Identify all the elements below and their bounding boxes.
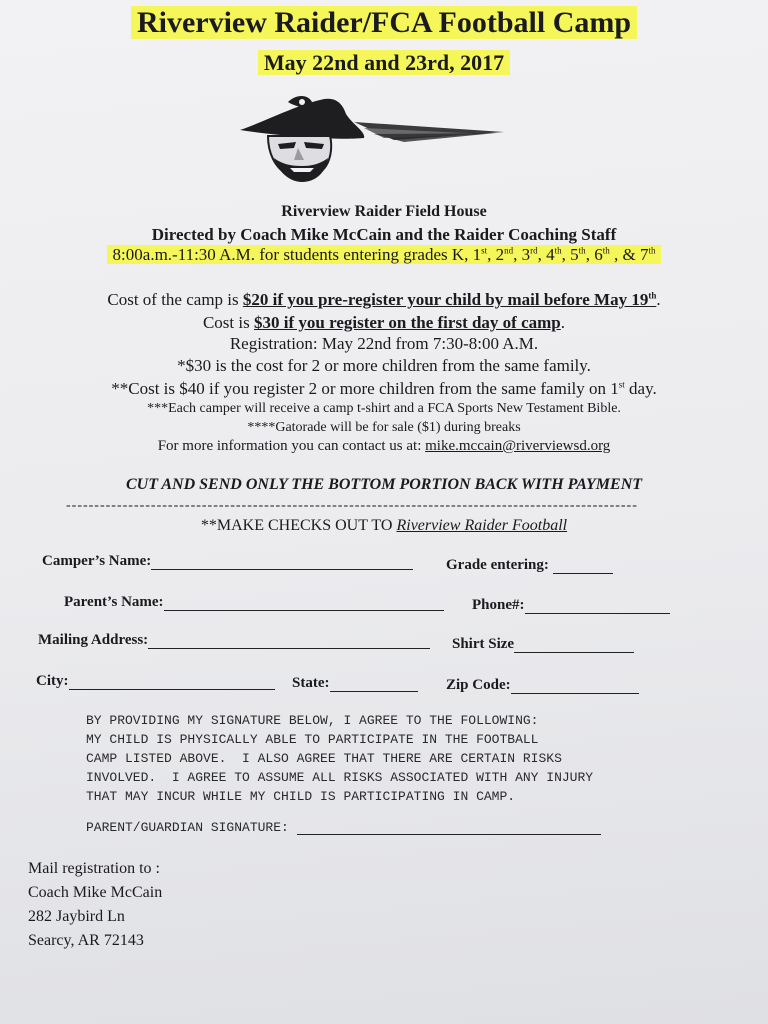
registration-time: Registration: May 22nd from 7:30-8:00 A.M.: [229, 334, 539, 353]
state-field[interactable]: State:: [292, 675, 418, 692]
grade-entering-field[interactable]: Grade entering:: [446, 557, 613, 574]
cost-first-day: Cost is $30 if you register on the first day of camp.: [202, 313, 566, 332]
mailing-address-block: [28, 857, 162, 953]
camp-title: Riverview Raider/FCA Football Camp: [0, 6, 768, 40]
agreement-text: BY PROVIDING MY SIGNATURE BELOW, I AGREE TO THE FOLLOWING: MY CHILD IS PHYSICALLY ABLE TO PARTICIPATE IN THE FOOTBALL CAMP LISTED ABOVE. I ALSO AGREE THAT THERE ARE CERTAIN RISKS INVOLVED. I AGREE TO ASSUME ALL RISKS ASSOCIATED WITH ANY INJURY THAT MAY INCUR WHILE MY CHILD IS PARTICIPATING IN CAMP.: [86, 713, 594, 804]
cost-preregister: Cost of the camp is $20 if you pre-register your child by mail before May 19th.: [107, 290, 661, 309]
contact-email-link[interactable]: mike.mccain@riverviewsd.org: [425, 438, 611, 454]
venue-location: Riverview Raider Field House: [281, 203, 487, 220]
gatorade-note: ****Gatorade will be for sale ($1) during breaks: [247, 420, 521, 435]
parents-name-field[interactable]: Parent’s Name:: [64, 594, 444, 611]
camp-hours: 8:00a.m.-11:30 A.M. for students entering grades K, 1st, 2nd, 3rd, 4th, 5th, 6th , & 7th: [0, 245, 768, 265]
phone-field[interactable]: Phone#:: [472, 597, 670, 614]
mailing-address-field[interactable]: Mailing Address:: [38, 632, 430, 649]
mail-line: Searcy, AR 72143: [28, 932, 144, 949]
city-field[interactable]: City:: [36, 673, 275, 690]
shirt-size-field[interactable]: Shirt Size: [452, 636, 634, 653]
directed-by: Directed by Coach Mike McCain and the Raider Coaching Staff: [151, 225, 617, 244]
sibling-cost: *$30 is the cost for 2 or more children from the same family.: [177, 356, 591, 375]
cut-line: -----------------------------------------------------------------------------------------------------: [66, 498, 638, 513]
zip-code-field[interactable]: Zip Code:: [446, 677, 639, 694]
contact-info: For more information you can contact us at: mike.mccain@riverviewsd.org: [157, 438, 611, 454]
sibling-late-cost: **Cost is $40 if you register 2 or more children from the same family on 1st day.: [111, 379, 657, 398]
shirt-bible-note: ***Each camper will receive a camp t-shirt and a FCA Sports New Testament Bible.: [147, 401, 621, 416]
mail-line: Mail registration to :: [28, 860, 160, 877]
camp-dates: May 22nd and 23rd, 2017: [0, 50, 768, 76]
mail-line: 282 Jaybird Ln: [28, 908, 125, 925]
signature-field[interactable]: PARENT/GUARDIAN SIGNATURE:: [86, 820, 601, 835]
cut-notice: CUT AND SEND ONLY THE BOTTOM PORTION BACK WITH PAYMENT: [125, 476, 643, 493]
checks-payable: **MAKE CHECKS OUT TO Riverview Raider Football: [200, 517, 568, 534]
raider-pirate-logo-icon: [234, 92, 506, 184]
campers-name-field[interactable]: Camper’s Name:: [42, 553, 413, 570]
mail-line: Coach Mike McCain: [28, 884, 163, 901]
